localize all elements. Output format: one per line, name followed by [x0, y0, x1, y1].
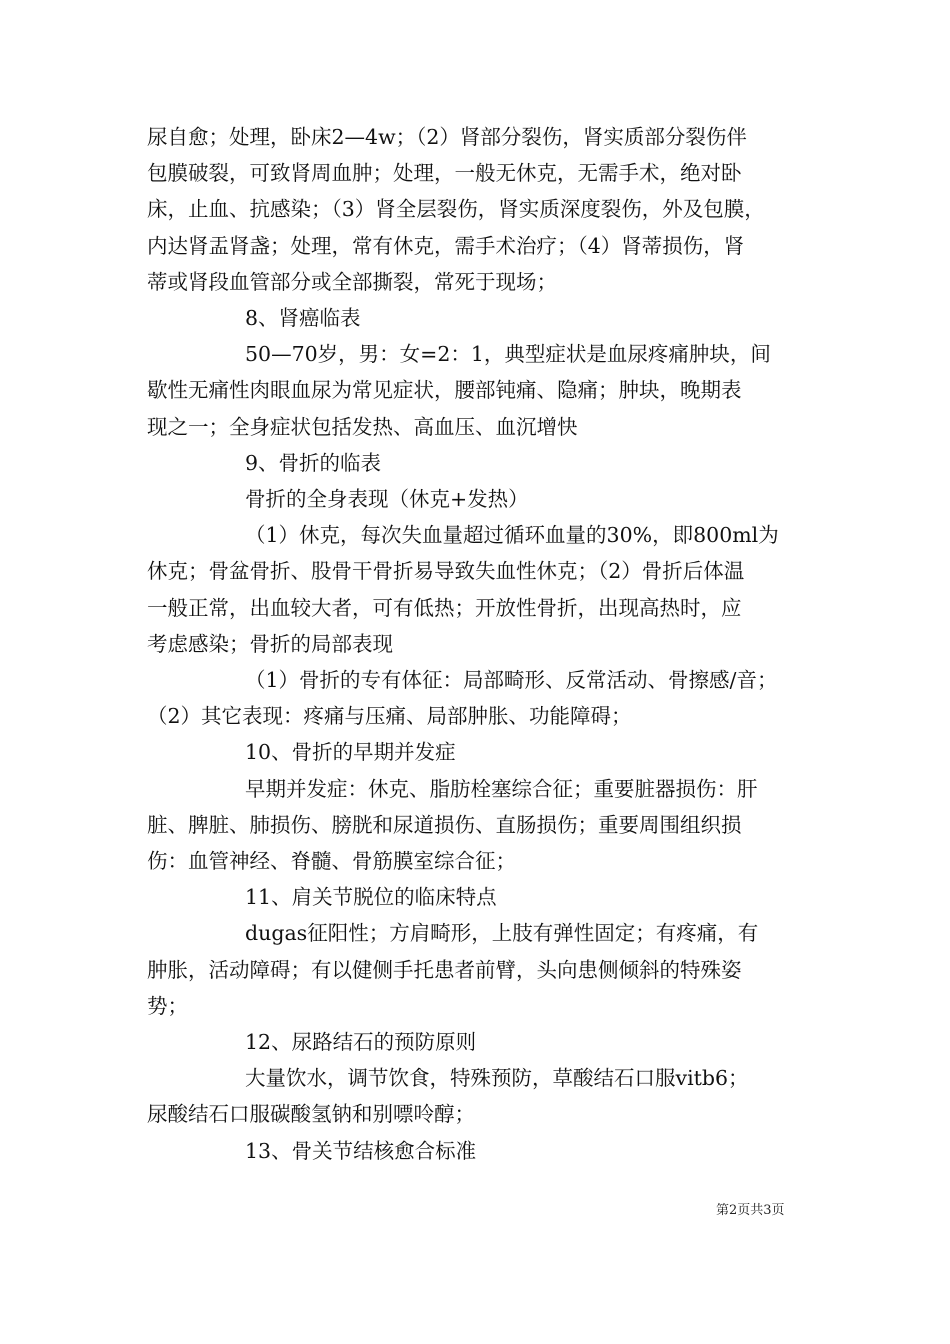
heading-11-shoulder-dislocation: 11、肩关节脱位的临床特点 [245, 885, 497, 910]
paragraph-fracture-local: （1）骨折的专有体征：局部畸形、反常活动、骨擦感/音； （2）其它表现：疼痛与压痛、局部肿胀、功能障碍； [147, 668, 778, 729]
heading-9-fracture: 9、骨折的临表 [245, 450, 382, 475]
paragraph-shoulder-dislocation: dugas征阳性；方肩畸形，上肢有弹性固定；有疼痛，有 肿胀，活动障碍；有以健侧手托患者前臂，头向患侧倾斜的特殊姿 势； [147, 921, 759, 1018]
subheading-fracture-systemic: 骨折的全身表现（休克+发热） [245, 487, 529, 512]
heading-10-fracture-complications: 10、骨折的早期并发症 [245, 740, 456, 765]
heading-12-urinary-stone: 12、尿路结石的预防原则 [245, 1030, 477, 1055]
document-body [147, 119, 815, 1169]
paragraph-urinary-stone: 大量饮水，调节饮食，特殊预防，草酸结石口服vitb6； 尿酸结石口服碳酸氢钠和别嘌呤醇； [147, 1066, 749, 1127]
heading-13-bone-tuberculosis: 13、骨关节结核愈合标准 [245, 1138, 477, 1163]
paragraph-kidney-cancer: 50—70岁，男：女=2：1，典型症状是血尿疼痛肿块，间 歇性无痛性肉眼血尿为常见症状，腰部钝痛、隐痛；肿块，晚期表 现之一；全身症状包括发热、高血压、血沉增快 [147, 342, 771, 439]
heading-8-kidney-cancer: 8、肾癌临表 [245, 306, 361, 331]
paragraph-fracture-systemic: （1）休克，每次失血量超过循环血量的30%，即800ml为 休克；骨盆骨折、股骨干骨折易导致失血性休克；（2）骨折后体温 一般正常，出血较大者，可有低热；开放性骨折，出现高热时，应 考虑感染；骨折的局部表现 [147, 523, 779, 656]
paragraph-fracture-complications: 早期并发症：休克、脂肪栓塞综合征；重要脏器损伤：肝 脏、脾脏、肺损伤、膀胱和尿道损伤、直肠损伤；重要周围组织损 伤：血管神经、脊髓、骨筋膜室综合征； [147, 776, 758, 874]
paragraph-kidney-injury-continued: 尿自愈；处理，卧床2—4w；（2）肾部分裂伤，肾实质部分裂伤伴 包膜破裂，可致肾周血肿；处理，一般无休克，无需手术，绝对卧 床，止血、抗感染；（3）肾全层裂伤，肾实质深度裂伤，外及包膜， 内达肾盂肾盏；处理，常有休克，需手术治疗；（4）肾蒂损伤，肾 蒂或肾段血管部分或全部撕裂，常死于现场； [147, 125, 765, 294]
page-number-footer: 第2页共3页 [716, 1203, 785, 1218]
